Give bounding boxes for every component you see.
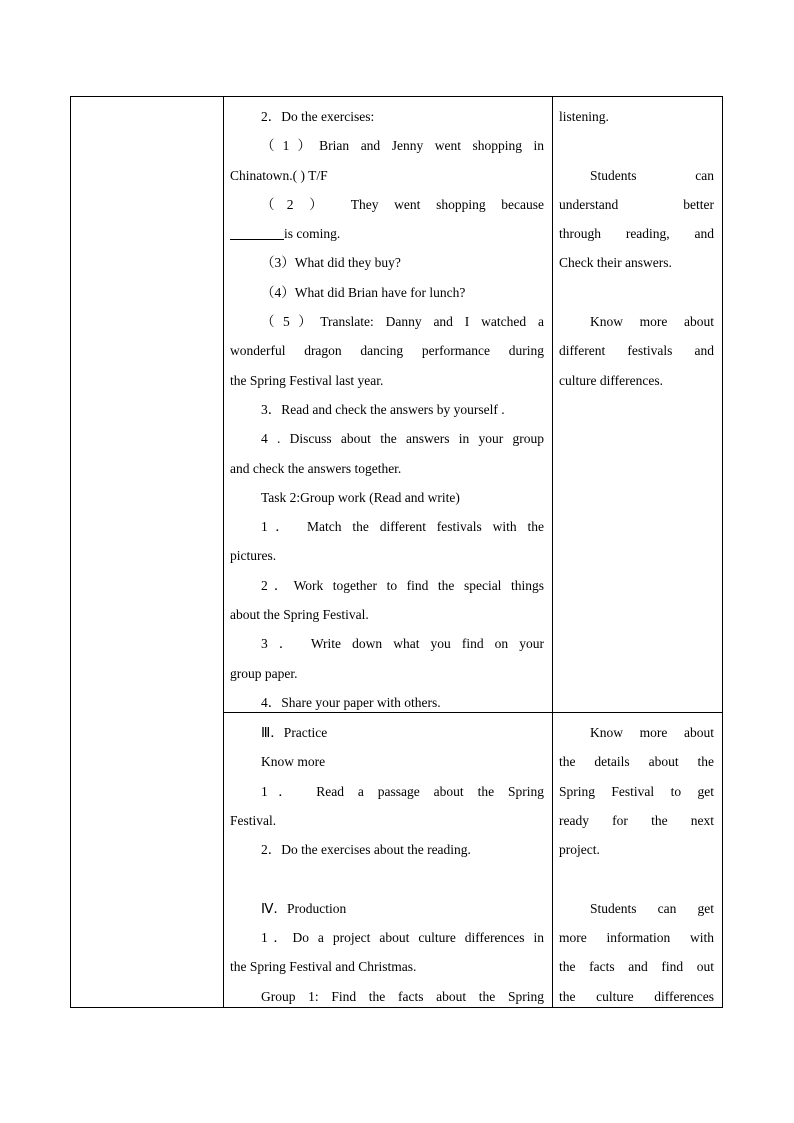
line-text: Spring Festival to get (559, 783, 714, 799)
line-text: Students can get (590, 900, 714, 916)
line-text: about the Spring Festival. (230, 607, 369, 623)
text-line (559, 190, 714, 219)
line-text: group paper. (230, 665, 298, 681)
text-line (230, 982, 544, 1011)
line-text: project. (559, 842, 600, 858)
line-text: 1．Do a project about culture differences in (261, 930, 544, 946)
text-line (559, 307, 714, 336)
left-column-cell (71, 97, 223, 1007)
text-line (559, 923, 714, 952)
line-text: the facts and find out (559, 959, 714, 975)
text-line (559, 835, 714, 864)
activity-cell-row-1 (230, 102, 544, 717)
text-line (559, 336, 714, 365)
text-line (230, 718, 544, 747)
text-line (559, 248, 714, 277)
text-line (230, 541, 544, 570)
text-line (230, 777, 544, 806)
text-line (559, 131, 714, 160)
line-text: 2．Do the exercises: (261, 109, 375, 124)
text-line (230, 454, 544, 483)
line-text: different festivals and (559, 343, 714, 359)
line-text: 3 ． Write down what you find on your (261, 636, 544, 652)
line-text: Festival. (230, 812, 277, 828)
line-text: and check the answers together. (230, 460, 402, 476)
line-text: through reading, and (559, 226, 714, 242)
line-text: Know more about (590, 314, 714, 330)
purpose-cell-row-1 (559, 102, 714, 395)
text-line (559, 864, 714, 893)
text-line (559, 777, 714, 806)
line-text: （4）What did Brian have for lunch? (261, 284, 466, 300)
text-line (230, 424, 544, 453)
line-text: listening. (559, 109, 609, 124)
text-line (559, 278, 714, 307)
text-line (559, 747, 714, 776)
line-text: Know more about (590, 725, 714, 740)
text-line (559, 894, 714, 923)
text-line (230, 894, 544, 923)
text-line (230, 659, 544, 688)
line-text: Students can (590, 167, 714, 183)
text-line (230, 102, 544, 131)
line-text: 1． Match the different festivals with the (261, 519, 544, 535)
line-text: （3）What did they buy? (261, 255, 401, 271)
line-text: Chinatown.( ) T/F (230, 167, 328, 183)
text-line (559, 718, 714, 747)
line-text: Ⅳ．Production (261, 900, 347, 916)
text-line (559, 102, 714, 131)
line-text: the Spring Festival last year. (230, 372, 384, 388)
text-line (559, 161, 714, 190)
text-line (230, 835, 544, 864)
purpose-cell-row-2 (559, 718, 714, 1011)
line-text: is coming. (284, 226, 341, 242)
text-line (230, 864, 544, 893)
line-text: the Spring Festival and Christmas. (230, 959, 417, 975)
line-text: （1）Brian and Jenny went shopping in (261, 138, 544, 154)
line-text: culture differences. (559, 372, 663, 388)
text-line (230, 366, 544, 395)
line-text: understand better (559, 196, 714, 212)
text-line (559, 806, 714, 835)
text-line (230, 952, 544, 981)
line-text: the details about the (559, 754, 714, 770)
text-line (230, 512, 544, 541)
text-line (230, 395, 544, 424)
text-line (230, 688, 544, 717)
column-divider-1 (223, 96, 224, 1008)
text-line (230, 248, 544, 277)
text-line (230, 806, 544, 835)
line-text: Check their answers. (559, 255, 672, 271)
line-text: 2．Work together to find the special things (261, 577, 544, 593)
text-line (559, 219, 714, 248)
text-line (230, 336, 544, 365)
line-text: 1． Read a passage about the Spring (261, 783, 544, 799)
text-line (559, 982, 714, 1011)
text-line (230, 190, 544, 219)
text-line (230, 923, 544, 952)
text-line (230, 307, 544, 336)
lesson-plan-table (70, 96, 723, 1008)
line-text: 4．Share your paper with others. (261, 694, 441, 710)
line-text: 3．Read and check the answers by yourself . (261, 401, 505, 417)
text-line (230, 131, 544, 160)
line-text: more information with (559, 930, 714, 946)
line-text: Task 2:Group work (Read and write) (261, 489, 460, 505)
text-line (230, 278, 544, 307)
column-divider-2 (552, 96, 553, 1008)
table-right-border (722, 96, 723, 1008)
text-line (559, 366, 714, 395)
text-line (230, 629, 544, 658)
line-text: （5）Translate: Danny and I watched a (261, 314, 544, 330)
line-text: 4 . Discuss about the answers in your group (261, 431, 544, 447)
text-line (230, 219, 544, 248)
text-line (230, 747, 544, 776)
text-line (230, 600, 544, 629)
line-text: （2 ） They went shopping because (261, 196, 544, 212)
line-text: wonderful dragon dancing performance during (230, 343, 544, 359)
line-text: ready for the next (559, 812, 714, 828)
line-text: Group 1: Find the facts about the Spring (261, 988, 544, 1004)
text-line (230, 161, 544, 190)
fill-in-blank (230, 225, 284, 240)
line-text: pictures. (230, 548, 277, 564)
line-text: Ⅲ．Practice (261, 725, 328, 740)
text-line (559, 952, 714, 981)
line-text: 2．Do the exercises about the reading. (261, 842, 471, 858)
line-text: Know more (261, 754, 326, 770)
text-line (230, 571, 544, 600)
text-line (230, 483, 544, 512)
line-text: the culture differences (559, 988, 714, 1004)
activity-cell-row-2 (230, 718, 544, 1011)
